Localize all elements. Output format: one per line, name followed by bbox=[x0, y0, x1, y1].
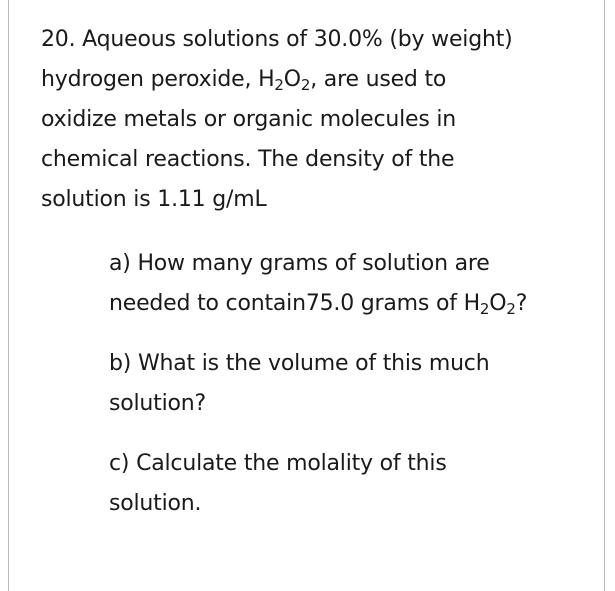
intro-line-2 bbox=[41, 60, 601, 100]
part-c bbox=[109, 444, 604, 524]
intro-line-1: 20. Aqueous solutions of 30.0% (by weight) bbox=[41, 27, 513, 52]
problem-intro bbox=[41, 20, 601, 220]
intro-line-4: chemical reactions. The density of the bbox=[41, 147, 455, 172]
intro-line-5: solution is 1.11 g/mL bbox=[41, 187, 267, 212]
part-b bbox=[109, 344, 604, 424]
intro-line-2-text: hydrogen peroxide, bbox=[41, 67, 259, 92]
part-c-line-1: c) Calculate the molality of this bbox=[109, 451, 447, 476]
part-b-line-1: b) What is the volume of this much bbox=[109, 351, 490, 376]
intro-line-2-tail: , are used to bbox=[310, 67, 447, 92]
h2o2-formula: $H_2O_2$ bbox=[258, 67, 311, 94]
intro-line-3: oxidize metals or organic molecules in bbox=[41, 107, 457, 132]
problem-statement bbox=[41, 20, 601, 220]
part-a bbox=[109, 244, 604, 324]
part-b-line-2: solution? bbox=[109, 391, 206, 416]
part-a-line-1: a) How many grams of solution are bbox=[109, 251, 490, 276]
part-a-line-2: needed to contain75.0 grams of $H_2O_2$? bbox=[109, 291, 528, 318]
problem-parts bbox=[109, 244, 604, 544]
h2o2-formula: $H_2O_2$ bbox=[463, 291, 516, 318]
part-c-line-2: solution. bbox=[109, 491, 202, 516]
